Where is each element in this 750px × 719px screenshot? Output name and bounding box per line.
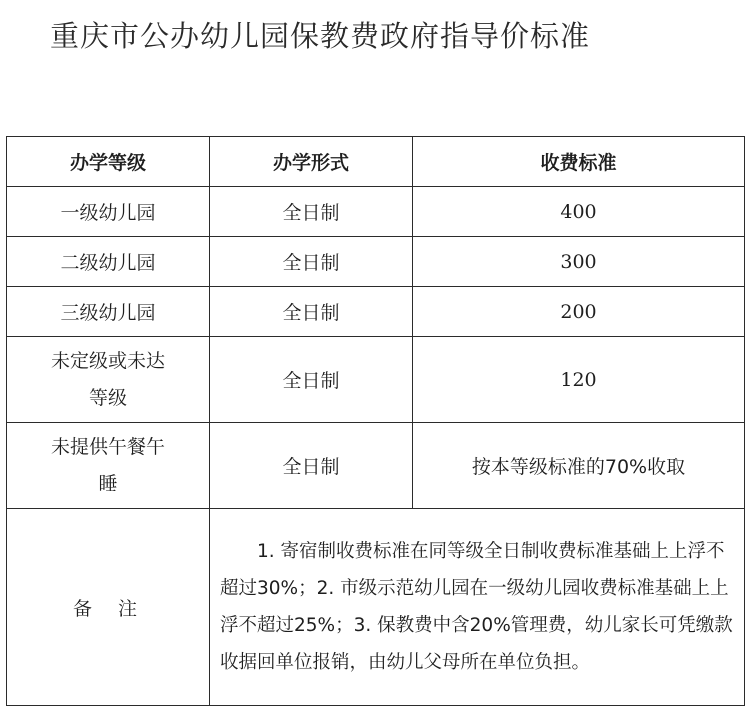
cell-level: 三级幼儿园 <box>7 287 210 337</box>
header-level: 办学等级 <box>7 137 210 187</box>
cell-fee: 400 <box>413 187 745 237</box>
table-header-row <box>7 137 745 187</box>
cell-level-line1: 未提供午餐午 <box>50 435 165 458</box>
cell-fee: 按本等级标准的70%收取 <box>413 423 745 509</box>
cell-fee: 200 <box>413 287 745 337</box>
note-label: 备注 <box>7 509 210 706</box>
cell-form: 全日制 <box>210 187 413 237</box>
header-form: 办学形式 <box>210 137 413 187</box>
cell-level-line2: 睡 <box>98 472 118 495</box>
cell-level: 二级幼儿园 <box>7 237 210 287</box>
table-row <box>7 237 745 287</box>
table-row <box>7 287 745 337</box>
note-text: 1. 寄宿制收费标准在同等级全日制收费标准基础上上浮不超过30%；2. 市级示范幼儿园在一级幼儿园收费标准基础上上浮不超过25%；3. 保教费中含20%管理费，幼儿家长可凭缴款收据回单位报销，由幼儿父母所在单位负担。 <box>210 509 745 706</box>
cell-level: 一级幼儿园 <box>7 187 210 237</box>
fee-standard-table <box>6 136 745 706</box>
cell-fee: 120 <box>413 337 745 423</box>
cell-fee: 300 <box>413 237 745 287</box>
cell-form: 全日制 <box>210 287 413 337</box>
cell-level-line1: 未定级或未达 <box>50 349 165 372</box>
cell-form: 全日制 <box>210 423 413 509</box>
page-title: 重庆市公办幼儿园保教费政府指导价标准 <box>50 19 591 53</box>
header-fee: 收费标准 <box>413 137 745 187</box>
table-row <box>7 423 745 509</box>
cell-form: 全日制 <box>210 237 413 287</box>
cell-level-line2: 等级 <box>88 386 127 409</box>
note-row <box>7 509 745 706</box>
cell-level <box>7 337 210 423</box>
table-row <box>7 187 745 237</box>
table-row <box>7 337 745 423</box>
cell-level <box>7 423 210 509</box>
cell-form: 全日制 <box>210 337 413 423</box>
